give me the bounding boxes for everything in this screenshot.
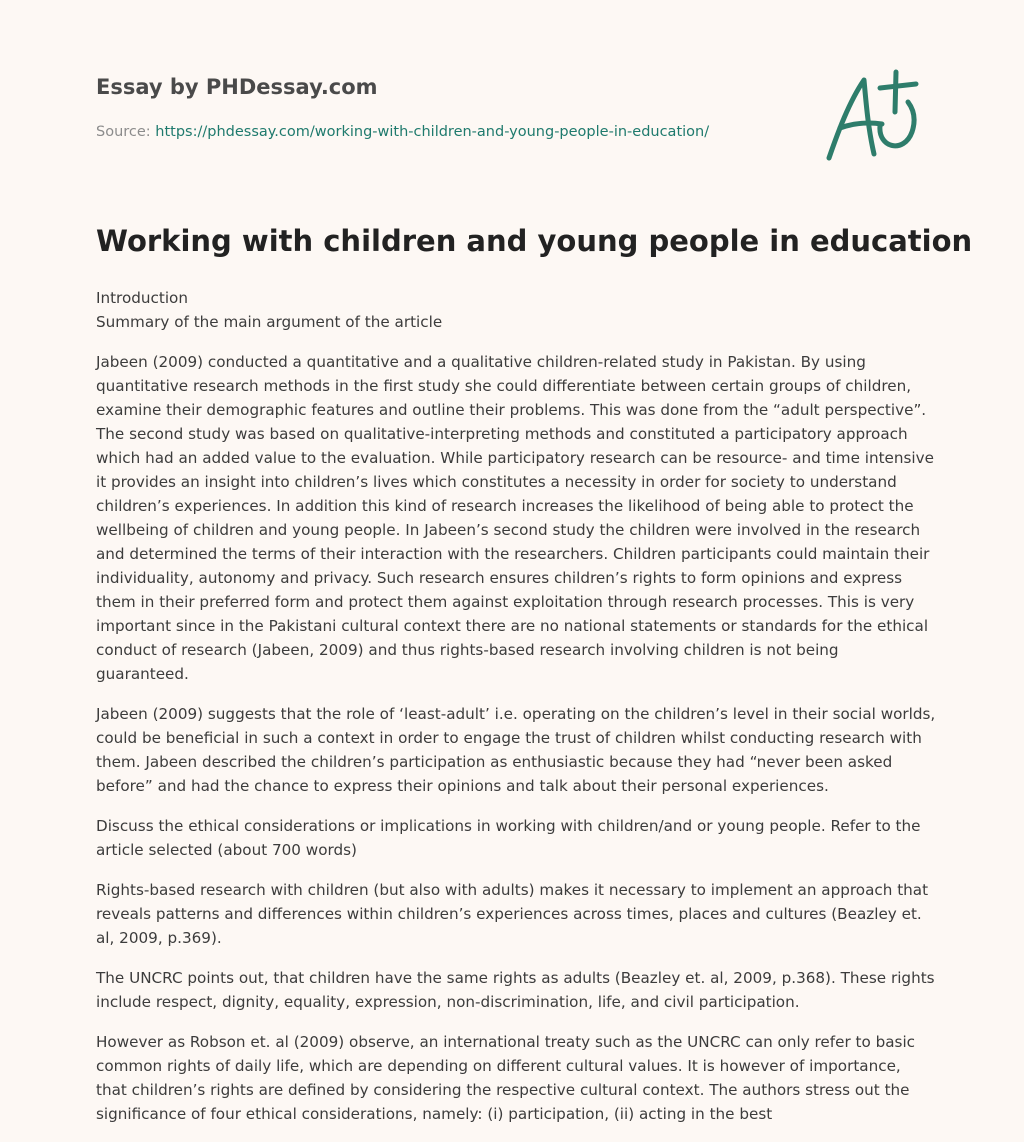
source-label: Source:	[96, 124, 151, 140]
article-body	[96, 286, 936, 1142]
paragraph: Jabeen (2009) conducted a quantitative and a qualitative children-related study in Pakistan. By using quantitative research methods in the first study she could differentiate between certain groups of children, examine their demographic features and outline their problems. This was done from the “adult perspective”. The second study was based on qualitative-interpreting methods and constituted a participatory approach which had an added value to the evaluation. While participatory research can be resource- and time intensive it provides an insight into children’s lives which constitutes a necessity in order for society to understand children’s experiences. In addition this kind of research increases the likelihood of being able to protect the wellbeing of children and young people. In Jabeen’s second study the children were involved in the research and determined the terms of their interaction with the researchers. Children participants could maintain their individuality, autonomy and privacy. Such research ensures children’s rights to form opinions and express them in their preferred form and protect them against exploitation through research processes. This is very important since in the Pakistani cultural context there are no national statements or standards for the ethical conduct of research (Jabeen, 2009) and thus rights-based research involving children is not being guaranteed.	[96, 353, 934, 683]
intro-heading: Introduction	[96, 289, 188, 307]
paragraph: Rights-based research with children (but also with adults) makes it necessary to implement an approach that reveals patterns and differences within children’s experiences across times, places and cultures (Beazley et. al, 2009, p.369).	[96, 881, 929, 947]
a-plus-logo-icon	[822, 68, 928, 166]
source-link[interactable]: https://phdessay.com/working-with-children-and-young-people-in-education/	[155, 124, 710, 140]
article-title: Working with children and young people in education	[96, 224, 973, 258]
paragraph: The UNCRC points out, that children have the same rights as adults (Beazley et. al, 2009, p.368). These rights include respect, dignity, equality, expression, non-discrimination, life, and civil participation.	[96, 969, 935, 1011]
site-brand: Essay by PHDessay.com	[96, 75, 378, 99]
intro-block	[96, 286, 936, 334]
intro-subheading: Summary of the main argument of the article	[96, 313, 443, 331]
paragraph: Discuss the ethical considerations or implications in working with children/and or young people. Refer to the article selected (about 700 words)	[96, 817, 921, 859]
paragraph: However as Robson et. al (2009) observe, an international treaty such as the UNCRC can only refer to basic common rights of daily life, which are depending on different cultural values. It is however of importance, that children’s rights are defined by considering the respective cultural context. The authors stress out the significance of four ethical considerations, namely: (i) participation, (ii) acting in the best	[96, 1033, 916, 1123]
paragraph: Jabeen (2009) suggests that the role of ‘least-adult’ i.e. operating on the children’s level in their social worlds, could be beneficial in such a context in order to engage the trust of children whilst conducting research with them. Jabeen described the children’s participation as enthusiastic because they had “never been asked before” and had the chance to express their opinions and talk about their personal experiences.	[96, 705, 936, 795]
source-line	[96, 124, 709, 140]
